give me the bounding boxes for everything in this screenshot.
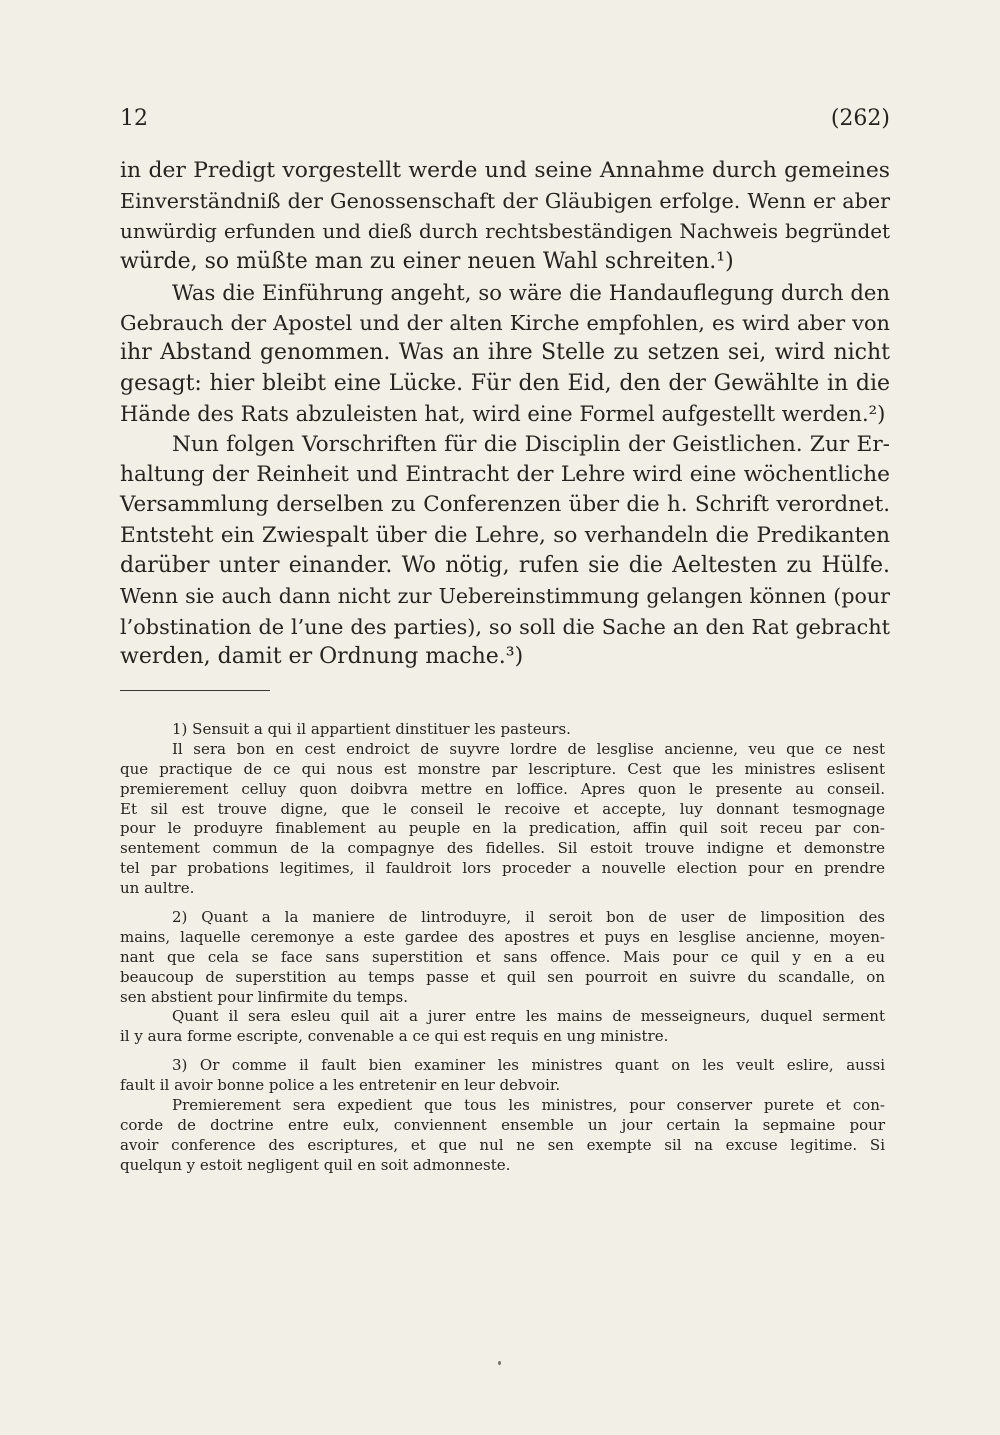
main-text-line: darüber unter einander. Wo nötig, rufen sie die Aeltesten zu Hülfe.	[120, 553, 890, 579]
footnote-separator	[120, 690, 270, 691]
page-header	[120, 106, 890, 138]
main-text-line: Hände des Rats abzuleisten hat, wird eine Formel aufgestellt werden.²)	[120, 401, 886, 427]
main-text-line: würde, so müßte man zu einer neuen Wahl schreiten.¹)	[120, 249, 734, 275]
page-speck	[498, 1361, 501, 1365]
section-number: (262)	[830, 106, 890, 131]
main-text-line: werden, damit er Ordnung mache.³)	[120, 644, 524, 670]
footnote-line: un aultre.	[120, 879, 195, 898]
footnote-line: 3) Or comme il fault bien examiner les ministres quant on les veult eslire, aussi	[172, 1056, 885, 1075]
footnote-line: 1) Sensuit a qui il appartient dinstituer les pasteurs.	[172, 720, 571, 738]
footnote-line: tel par probations legitimes, il fauldroit lors proceder a nouvelle election pour en prendre	[120, 859, 885, 878]
main-text-line: in der Predigt vorgestellt werde und seine Annahme durch gemeines	[120, 158, 890, 183]
footnote-line: premierement celluy quon doibvra mettre en loffice. Apres quon le presente au conseil.	[120, 779, 885, 798]
footnote-line: Il sera bon en cest endroict de suyvre lordre de lesglise ancienne, veu que ce nest	[172, 739, 885, 758]
page-number: 12	[120, 106, 148, 131]
footnote-line: pour le produyre finablement au peuple en la predication, affin quil soit receu par con-	[120, 819, 885, 838]
footnote-line: avoir conference des escriptures, et que nul ne sen exempte sil na excuse legitime. Si	[120, 1135, 885, 1154]
main-text-line: l’obstination de l’une des parties), so soll die Sache an den Rat gebracht	[120, 614, 890, 639]
footnotes	[120, 720, 885, 1176]
footnote-line: quelqun y estoit negligent quil en soit admonneste.	[120, 1155, 511, 1174]
footnote-line: corde de doctrine entre eulx, conviennent ensemble un jour certain la sepmaine pour	[120, 1115, 885, 1134]
main-text	[120, 156, 890, 673]
main-text-line: Gebrauch der Apostel und der alten Kirche empfohlen, es wird aber von	[120, 310, 890, 335]
footnote-gap	[120, 1047, 885, 1056]
main-text-line: Versammlung derselben zu Conferenzen über die h. Schrift verordnet.	[120, 492, 890, 518]
footnote-line: beaucoup de superstition au temps passe et quil sen pourroit en suivre du scandalle, on	[120, 967, 885, 986]
footnote-line: il y aura forme escripte, convenable a ce qui est requis en ung ministre.	[120, 1027, 669, 1046]
main-text-line: Was die Einführung angeht, so wäre die Handauflegung durch den	[172, 279, 890, 305]
footnote-gap	[120, 899, 885, 908]
footnote-line: mains, laquelle ceremonye a este gardee des apostres et puys en lesglise ancienne, moyen-	[120, 927, 885, 946]
footnote-line: Premierement sera expedient que tous les ministres, pour conserver purete et con-	[172, 1096, 885, 1115]
main-text-line: unwürdig erfunden und dieß durch rechtsbeständigen Nachweis begründet	[120, 219, 890, 243]
footnote-line: fault il avoir bonne police a les entretenir en leur debvoir.	[120, 1076, 561, 1095]
main-text-line: Entsteht ein Zwiespalt über die Lehre, so verhandeln die Predikanten	[120, 522, 890, 548]
main-text-line: ihr Abstand genommen. Was an ihre Stelle zu setzen sei, wird nicht	[120, 340, 890, 366]
main-text-line: Nun folgen Vorschriften für die Disciplin der Geistlichen. Zur Er-	[172, 431, 890, 457]
footnote-line: sen abstient pour linfirmite du temps.	[120, 987, 408, 1006]
main-text-line: haltung der Reinheit und Eintracht der Lehre wird eine wöchentliche	[120, 461, 890, 487]
footnote-line: 2) Quant a la maniere de lintroduyre, il seroit bon de user de limposition des	[172, 908, 885, 927]
footnote-line: que practique de ce qui nous est monstre par lescripture. Cest que les ministres eslisent	[120, 759, 885, 778]
footnote-line: Quant il sera esleu quil ait a jurer entre les mains de messeigneurs, duquel serment	[172, 1007, 885, 1026]
main-text-line: Wenn sie auch dann nicht zur Uebereinstimmung gelangen können (pour	[120, 584, 890, 609]
main-text-line: gesagt: hier bleibt eine Lücke. Für den Eid, den der Gewählte in die	[120, 370, 890, 396]
footnote-line: nant que cela se face sans superstition et sans offence. Mais pour ce quil y en a eu	[120, 947, 885, 966]
footnote-line: sentement commun de la compagnye des fidelles. Sil estoit trouve indigne et demonstre	[120, 839, 885, 858]
main-text-line: Einverständniß der Genossenschaft der Gläubigen erfolge. Wenn er aber	[120, 189, 890, 214]
footnote-line: Et sil est trouve digne, que le conseil le recoive et accepte, luy donnant tesmognage	[120, 799, 885, 818]
